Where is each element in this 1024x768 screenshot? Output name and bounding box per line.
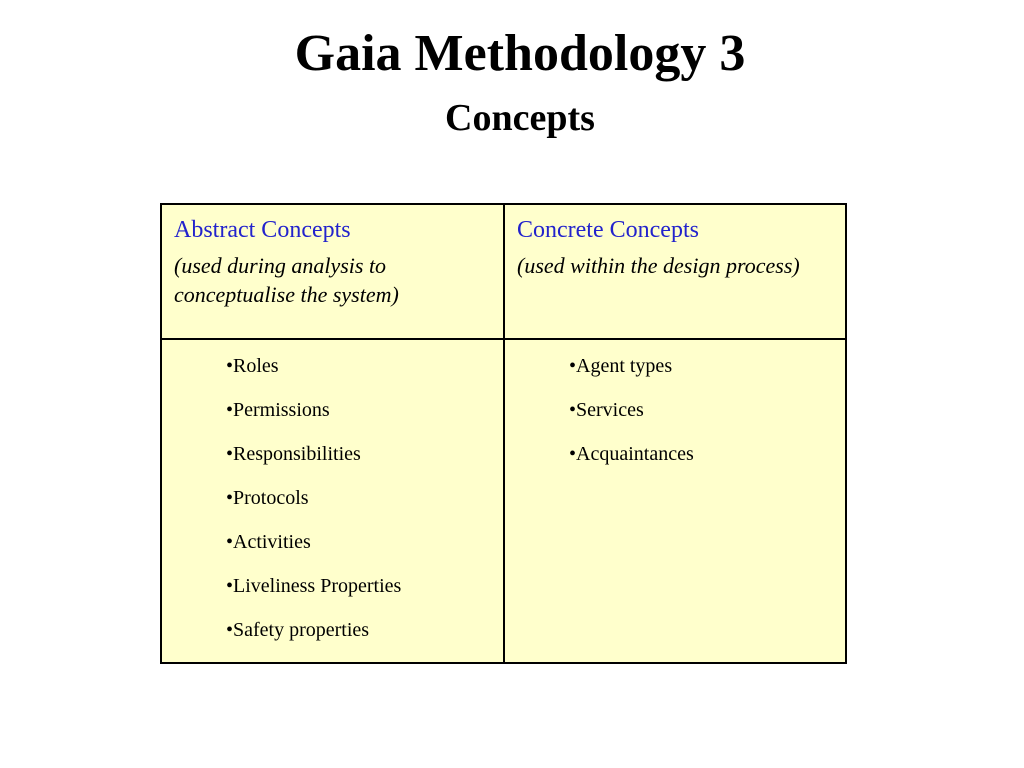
abstract-concepts-list	[162, 340, 503, 642]
concrete-concepts-header-cell	[504, 204, 846, 339]
abstract-concepts-header-cell	[161, 204, 504, 339]
abstract-concepts-list-cell	[161, 339, 504, 663]
concrete-concepts-note: (used within the design process)	[517, 253, 800, 278]
list-item: •Safety properties	[226, 619, 370, 641]
concrete-concepts-list	[505, 340, 845, 466]
concepts-table	[160, 203, 847, 664]
abstract-concepts-note: (used during analysis to conceptualise the system)	[174, 253, 399, 307]
list-item: •Responsibilities	[226, 443, 361, 465]
list-item: •Roles	[226, 355, 279, 377]
list-item: •Agent types	[569, 355, 673, 377]
abstract-concepts-heading: Abstract Concepts	[174, 217, 351, 243]
list-item: •Acquaintances	[569, 443, 694, 465]
concrete-concepts-heading: Concrete Concepts	[517, 217, 699, 243]
slide-title: Gaia Methodology 3	[294, 25, 746, 82]
concrete-concepts-list-cell	[504, 339, 846, 663]
list-item: •Activities	[226, 531, 311, 553]
list-item: •Services	[569, 399, 644, 421]
list-item: •Liveliness Properties	[226, 575, 402, 597]
list-item: •Protocols	[226, 487, 309, 509]
slide-subtitle: Concepts	[445, 97, 595, 139]
table-header-row	[161, 204, 846, 339]
list-item: •Permissions	[226, 399, 330, 421]
table-body-row	[161, 339, 846, 663]
